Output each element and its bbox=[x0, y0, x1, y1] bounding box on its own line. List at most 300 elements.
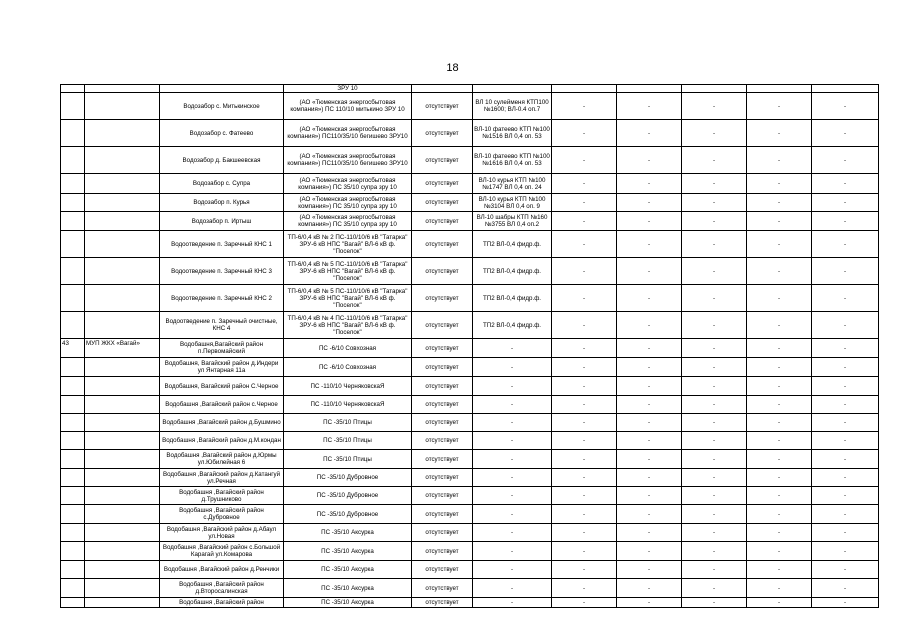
value-cell: - bbox=[617, 212, 682, 231]
feeder-cell: - bbox=[473, 598, 552, 608]
value-cell: - bbox=[682, 93, 747, 120]
value-cell: - bbox=[812, 258, 879, 285]
organization-cell bbox=[85, 505, 160, 524]
value-cell: - bbox=[552, 93, 617, 120]
value-cell: - bbox=[682, 487, 747, 505]
power-source-cell: ПС -35/10 Аксурка bbox=[284, 524, 412, 542]
feeder-cell: - bbox=[473, 542, 552, 561]
value-cell: - bbox=[747, 524, 812, 542]
feeder-cell: ВЛ-10 шабры КТП №160 №3755 ВЛ 0,4 оп.2 bbox=[473, 212, 552, 231]
row-number-cell bbox=[61, 432, 85, 450]
power-source-cell: (АО «Тюменская энергосбытовая компания») ПС 110/10 митькино ЗРУ 10 bbox=[284, 93, 412, 120]
value-cell: - bbox=[747, 414, 812, 432]
value-cell: - bbox=[812, 524, 879, 542]
value-cell: - bbox=[812, 414, 879, 432]
backup-source-cell: отсутствует bbox=[412, 93, 473, 120]
power-source-cell: ПС -35/10 Аксурка bbox=[284, 561, 412, 579]
row-number-cell bbox=[61, 174, 85, 194]
feeder-cell: ВЛ-10 курья КТП №100 №3104 ВЛ 0,4 оп. 9 bbox=[473, 194, 552, 212]
object-name-cell: Водозабор с. Фатеево bbox=[160, 120, 284, 147]
value-cell: - bbox=[617, 598, 682, 608]
table-row bbox=[61, 174, 879, 194]
backup-source-cell: отсутствует bbox=[412, 396, 473, 414]
value-cell: - bbox=[682, 174, 747, 194]
value-cell: - bbox=[747, 174, 812, 194]
value-cell: - bbox=[812, 358, 879, 377]
value-cell: - bbox=[552, 339, 617, 358]
organization-cell bbox=[85, 450, 160, 469]
value-cell: - bbox=[812, 579, 879, 598]
value-cell: - bbox=[812, 432, 879, 450]
value-cell: - bbox=[552, 561, 617, 579]
backup-source-cell: отсутствует bbox=[412, 432, 473, 450]
value-cell: - bbox=[552, 487, 617, 505]
row-number-cell bbox=[61, 194, 85, 212]
power-source-cell: ПС -35/10 Аксурка bbox=[284, 542, 412, 561]
power-source-cell: (АО «Тюменская энергосбытовая компания») ПС 35/10 супра зру 10 bbox=[284, 212, 412, 231]
value-cell: - bbox=[617, 414, 682, 432]
value-cell: - bbox=[617, 194, 682, 212]
feeder-cell: - bbox=[473, 432, 552, 450]
power-source-cell: ТП-6/0,4 кВ № 5 ПС-110/10/6 кВ "Татарка" ЗРУ-6 кВ НПС "Вагай" ВЛ-6 кВ ф. "Поселок" bbox=[284, 285, 412, 312]
row-number-cell bbox=[61, 312, 85, 339]
power-source-cell: ПС -35/10 Аксурка bbox=[284, 579, 412, 598]
value-cell: - bbox=[747, 396, 812, 414]
value-cell: - bbox=[552, 231, 617, 258]
value-cell: - bbox=[682, 147, 747, 174]
table-row bbox=[61, 598, 879, 608]
organization-cell bbox=[85, 258, 160, 285]
organization-cell bbox=[85, 231, 160, 258]
value-cell: - bbox=[617, 377, 682, 396]
table-row bbox=[61, 147, 879, 174]
organization-cell bbox=[85, 561, 160, 579]
organization-cell bbox=[85, 358, 160, 377]
value-cell: - bbox=[552, 194, 617, 212]
table-row bbox=[61, 396, 879, 414]
feeder-cell: - bbox=[473, 377, 552, 396]
object-name-cell: Водобашня ,Вагайский район с.Черное bbox=[160, 396, 284, 414]
value-cell: - bbox=[552, 450, 617, 469]
value-cell: - bbox=[747, 505, 812, 524]
feeder-cell: ВЛ-10 курья КТП №100 №1747 ВЛ 0,4 оп. 24 bbox=[473, 174, 552, 194]
value-cell: - bbox=[617, 147, 682, 174]
value-cell: - bbox=[552, 414, 617, 432]
organization-cell bbox=[85, 93, 160, 120]
power-source-cell: (АО «Тюменская энергосбытовая компания») ПС110/35/10 бегишево ЗРУ10 bbox=[284, 120, 412, 147]
organization-cell bbox=[85, 469, 160, 487]
organization-cell bbox=[85, 377, 160, 396]
object-name-cell: Водобашня ,Вагайский район с.Большой Карагай ул.Комарова bbox=[160, 542, 284, 561]
power-source-cell: (АО «Тюменская энергосбытовая компания») ПС 35/10 супра зру 10 bbox=[284, 174, 412, 194]
value-cell: - bbox=[682, 598, 747, 608]
value-cell: - bbox=[552, 285, 617, 312]
backup-source-cell: отсутствует bbox=[412, 174, 473, 194]
value-cell: - bbox=[747, 579, 812, 598]
backup-source-cell: отсутствует bbox=[412, 561, 473, 579]
value-cell: - bbox=[617, 93, 682, 120]
row-number-cell bbox=[61, 377, 85, 396]
value-cell: - bbox=[617, 174, 682, 194]
backup-source-cell: отсутствует bbox=[412, 120, 473, 147]
value-cell: - bbox=[552, 120, 617, 147]
value-cell: - bbox=[682, 285, 747, 312]
backup-source-cell: отсутствует bbox=[412, 147, 473, 174]
value-cell: - bbox=[552, 432, 617, 450]
backup-source-cell: отсутствует bbox=[412, 258, 473, 285]
feeder-cell: ВЛ-10 фатеево КТП №100 №1516 ВЛ 0,4 оп. 53 bbox=[473, 120, 552, 147]
table-row bbox=[61, 285, 879, 312]
value-cell: - bbox=[747, 469, 812, 487]
backup-source-cell: отсутствует bbox=[412, 579, 473, 598]
value-cell: - bbox=[682, 542, 747, 561]
organization-cell bbox=[85, 312, 160, 339]
table-row bbox=[61, 561, 879, 579]
value-cell: - bbox=[812, 194, 879, 212]
value-cell: - bbox=[682, 212, 747, 231]
value-cell: - bbox=[812, 212, 879, 231]
organization-cell bbox=[85, 147, 160, 174]
value-cell: - bbox=[552, 377, 617, 396]
value-cell: - bbox=[617, 120, 682, 147]
backup-source-cell: отсутствует bbox=[412, 505, 473, 524]
value-cell: - bbox=[747, 285, 812, 312]
value-cell: - bbox=[617, 231, 682, 258]
table-row bbox=[61, 414, 879, 432]
object-name-cell: Водобашня, Вагайский район С.Черное bbox=[160, 377, 284, 396]
backup-source-cell: отсутствует bbox=[412, 377, 473, 396]
table-row bbox=[61, 542, 879, 561]
organization-cell bbox=[85, 598, 160, 608]
power-source-cell: ТП-6/0,4 кВ № 2 ПС-110/10/6 кВ "Татарка" ЗРУ-6 кВ НПС "Вагай" ВЛ-6 кВ ф. "Поселок" bbox=[284, 231, 412, 258]
value-cell: - bbox=[682, 414, 747, 432]
feeder-cell: ТП2 ВЛ-0,4 фидр.ф. bbox=[473, 312, 552, 339]
feeder-cell: - bbox=[473, 414, 552, 432]
value-cell: - bbox=[617, 358, 682, 377]
object-name-cell: Водобашня ,Вагайский район д.М.кондан bbox=[160, 432, 284, 450]
backup-source-cell: отсутствует bbox=[412, 358, 473, 377]
row-number-cell bbox=[61, 542, 85, 561]
power-source-cell: ПС -35/10 Дубровное bbox=[284, 469, 412, 487]
object-name-cell: Водоотведение п. Заречный КНС 2 bbox=[160, 285, 284, 312]
value-cell: - bbox=[682, 396, 747, 414]
value-cell: - bbox=[617, 396, 682, 414]
page-number: 18 bbox=[446, 62, 459, 74]
value-cell: - bbox=[617, 561, 682, 579]
table-row bbox=[61, 579, 879, 598]
backup-source-cell: отсутствует bbox=[412, 450, 473, 469]
row-number-cell bbox=[61, 579, 85, 598]
value-cell: - bbox=[812, 174, 879, 194]
backup-source-cell: отсутствует bbox=[412, 285, 473, 312]
object-name-cell: Водозабор п. Иртыш bbox=[160, 212, 284, 231]
value-cell: - bbox=[812, 487, 879, 505]
value-cell: - bbox=[682, 312, 747, 339]
row-number-cell bbox=[61, 285, 85, 312]
value-cell: - bbox=[617, 579, 682, 598]
value-cell: - bbox=[617, 524, 682, 542]
value-cell: - bbox=[552, 174, 617, 194]
value-cell: - bbox=[552, 505, 617, 524]
value-cell: - bbox=[617, 339, 682, 358]
organization-cell bbox=[85, 174, 160, 194]
power-source-cell: ПС -35/10 Аксурка bbox=[284, 598, 412, 608]
backup-source-cell: отсутствует bbox=[412, 194, 473, 212]
organization-cell bbox=[85, 414, 160, 432]
feeder-cell: - bbox=[473, 396, 552, 414]
value-cell: - bbox=[812, 377, 879, 396]
value-cell: - bbox=[552, 312, 617, 339]
value-cell: - bbox=[682, 194, 747, 212]
organization-cell: МУП ЖКХ «Вагай» bbox=[85, 339, 160, 358]
row-number-cell bbox=[61, 487, 85, 505]
feeder-cell: - bbox=[473, 487, 552, 505]
value-cell: - bbox=[747, 312, 812, 339]
row-number-cell bbox=[61, 358, 85, 377]
object-name-cell: Водобашня ,Вагайский район д.Ренчики bbox=[160, 561, 284, 579]
organization-cell bbox=[85, 432, 160, 450]
value-cell: - bbox=[812, 561, 879, 579]
value-cell: - bbox=[812, 339, 879, 358]
value-cell: - bbox=[617, 432, 682, 450]
object-name-cell: Водозабор с. Митькинское bbox=[160, 93, 284, 120]
value-cell: - bbox=[617, 258, 682, 285]
object-name-cell: Водобашня ,Вагайский район д.Катангуй ул.Речная bbox=[160, 469, 284, 487]
feeder-cell: ТП2 ВЛ-0,4 фидр.ф. bbox=[473, 285, 552, 312]
value-cell: - bbox=[747, 147, 812, 174]
value-cell: - bbox=[812, 396, 879, 414]
value-cell: - bbox=[617, 505, 682, 524]
value-cell: - bbox=[812, 120, 879, 147]
value-cell: - bbox=[682, 524, 747, 542]
value-cell: - bbox=[617, 542, 682, 561]
power-source-cell: ТП-6/0,4 кВ № 4 ПС-110/10/6 кВ "Татарка" ЗРУ-6 кВ НПС "Вагай" ВЛ-6 кВ ф. "Поселок" bbox=[284, 312, 412, 339]
value-cell: - bbox=[552, 358, 617, 377]
organization-cell bbox=[85, 285, 160, 312]
row-number-cell bbox=[61, 147, 85, 174]
feeder-cell: ВЛ 10 сулейменя КТП100 №1600; ВЛ-0.4 оп.7 bbox=[473, 93, 552, 120]
feeder-cell: - bbox=[473, 450, 552, 469]
value-cell: - bbox=[747, 93, 812, 120]
value-cell: - bbox=[812, 231, 879, 258]
value-cell: - bbox=[747, 358, 812, 377]
value-cell: - bbox=[747, 377, 812, 396]
feeder-cell: - bbox=[473, 505, 552, 524]
value-cell: - bbox=[747, 432, 812, 450]
organization-cell bbox=[85, 542, 160, 561]
organization-cell bbox=[85, 524, 160, 542]
object-name-cell: Водозабор д. Бакшеевская bbox=[160, 147, 284, 174]
table-row bbox=[61, 358, 879, 377]
value-cell: - bbox=[552, 469, 617, 487]
value-cell: - bbox=[747, 450, 812, 469]
value-cell: - bbox=[682, 120, 747, 147]
feeder-cell: - bbox=[473, 524, 552, 542]
object-name-cell: Водобашня ,Вагайский район bbox=[160, 598, 284, 608]
value-cell: - bbox=[682, 258, 747, 285]
feeder-cell: ТП2 ВЛ-0,4 фидр.ф. bbox=[473, 258, 552, 285]
table-row bbox=[61, 212, 879, 231]
value-cell: - bbox=[747, 561, 812, 579]
power-source-cell: ПС -35/10 Дубровное bbox=[284, 487, 412, 505]
value-cell: - bbox=[682, 432, 747, 450]
backup-source-cell: отсутствует bbox=[412, 524, 473, 542]
value-cell: - bbox=[747, 120, 812, 147]
object-name-cell: Водобашня ,Вагайский район д.Второсалинская bbox=[160, 579, 284, 598]
table-row bbox=[61, 194, 879, 212]
object-name-cell: Водобашня, Вагайский район д.Индери ул Янтарная 11а bbox=[160, 358, 284, 377]
row-number-cell bbox=[61, 414, 85, 432]
backup-source-cell: отсутствует bbox=[412, 414, 473, 432]
row-number-cell: 43 bbox=[61, 339, 85, 358]
value-cell: - bbox=[682, 505, 747, 524]
organization-cell bbox=[85, 212, 160, 231]
table-row bbox=[61, 487, 879, 505]
value-cell: - bbox=[747, 487, 812, 505]
power-source-cell: ПС -6/10 Совхозная bbox=[284, 358, 412, 377]
value-cell: - bbox=[552, 524, 617, 542]
value-cell: - bbox=[617, 312, 682, 339]
value-cell: - bbox=[552, 258, 617, 285]
value-cell: - bbox=[552, 147, 617, 174]
power-supply-table bbox=[60, 84, 879, 608]
object-name-cell: Водозабор с. Супра bbox=[160, 174, 284, 194]
power-source-cell: ПС -35/10 Птицы bbox=[284, 432, 412, 450]
value-cell: - bbox=[552, 579, 617, 598]
table-row bbox=[61, 524, 879, 542]
value-cell: - bbox=[617, 285, 682, 312]
organization-cell bbox=[85, 487, 160, 505]
row-number-cell bbox=[61, 561, 85, 579]
value-cell: - bbox=[812, 93, 879, 120]
value-cell: - bbox=[747, 542, 812, 561]
value-cell: - bbox=[682, 231, 747, 258]
table-row bbox=[61, 93, 879, 120]
power-source-cell: ТП-6/0,4 кВ № 5 ПС-110/10/6 кВ "Татарка" ЗРУ-6 кВ НПС "Вагай" ВЛ-6 кВ ф. "Поселок" bbox=[284, 258, 412, 285]
continuation-row bbox=[61, 85, 879, 93]
value-cell: - bbox=[617, 469, 682, 487]
object-name-cell: Водобашня ,Вагайский район д.Бушмино bbox=[160, 414, 284, 432]
value-cell: - bbox=[812, 542, 879, 561]
continuation-cell: ЗРУ 10 bbox=[284, 85, 412, 93]
power-source-cell: ПС -35/10 Дубровное bbox=[284, 505, 412, 524]
value-cell: - bbox=[747, 339, 812, 358]
power-source-cell: (АО «Тюменская энергосбытовая компания») ПС110/35/10 бегишево ЗРУ10 bbox=[284, 147, 412, 174]
value-cell: - bbox=[812, 469, 879, 487]
value-cell: - bbox=[812, 505, 879, 524]
table-row bbox=[61, 505, 879, 524]
object-name-cell: Водобашня ,Вагайский район д.Абаул ул.Новая bbox=[160, 524, 284, 542]
table-row bbox=[61, 120, 879, 147]
value-cell: - bbox=[682, 450, 747, 469]
backup-source-cell: отсутствует bbox=[412, 598, 473, 608]
backup-source-cell: отсутствует bbox=[412, 339, 473, 358]
object-name-cell: Водоотведение п. Заречный КНС 1 bbox=[160, 231, 284, 258]
object-name-cell: Водобашня ,Вагайский район д.Трушниково bbox=[160, 487, 284, 505]
value-cell: - bbox=[682, 469, 747, 487]
backup-source-cell: отсутствует bbox=[412, 542, 473, 561]
feeder-cell: ТП2 ВЛ-0,4 фидр.ф. bbox=[473, 231, 552, 258]
backup-source-cell: отсутствует bbox=[412, 212, 473, 231]
value-cell: - bbox=[682, 339, 747, 358]
organization-cell bbox=[85, 194, 160, 212]
object-name-cell: Водобашня ,Вагайский район д.Юрмы ул.Юбилейная 6 bbox=[160, 450, 284, 469]
value-cell: - bbox=[682, 358, 747, 377]
row-number-cell bbox=[61, 396, 85, 414]
table-row bbox=[61, 339, 879, 358]
row-number-cell bbox=[61, 598, 85, 608]
value-cell: - bbox=[812, 285, 879, 312]
power-source-cell: ПС -35/10 Птицы bbox=[284, 414, 412, 432]
object-name-cell: Водоотведение п. Заречный КНС 3 bbox=[160, 258, 284, 285]
table-row bbox=[61, 231, 879, 258]
object-name-cell: Водобашня,Вагайский район п.Первомайский bbox=[160, 339, 284, 358]
table-row bbox=[61, 377, 879, 396]
feeder-cell: ВЛ-10 фатеево КТП №100 №1616 ВЛ 0,4 оп. 53 bbox=[473, 147, 552, 174]
value-cell: - bbox=[747, 231, 812, 258]
row-number-cell bbox=[61, 120, 85, 147]
object-name-cell: Водоотведение п. Заречный очистные, КНС 4 bbox=[160, 312, 284, 339]
value-cell: - bbox=[552, 598, 617, 608]
backup-source-cell: отсутствует bbox=[412, 231, 473, 258]
value-cell: - bbox=[682, 561, 747, 579]
value-cell: - bbox=[747, 194, 812, 212]
backup-source-cell: отсутствует bbox=[412, 312, 473, 339]
row-number-cell bbox=[61, 212, 85, 231]
row-number-cell bbox=[61, 258, 85, 285]
value-cell: - bbox=[747, 598, 812, 608]
value-cell: - bbox=[747, 258, 812, 285]
table-row bbox=[61, 450, 879, 469]
row-number-cell bbox=[61, 450, 85, 469]
value-cell: - bbox=[812, 147, 879, 174]
power-source-cell: ПС -110/10 ЧерняковскаЯ bbox=[284, 396, 412, 414]
table-row bbox=[61, 258, 879, 285]
table-row bbox=[61, 312, 879, 339]
feeder-cell: - bbox=[473, 561, 552, 579]
value-cell: - bbox=[682, 377, 747, 396]
table-row bbox=[61, 432, 879, 450]
value-cell: - bbox=[552, 396, 617, 414]
feeder-cell: - bbox=[473, 579, 552, 598]
row-number-cell bbox=[61, 231, 85, 258]
row-number-cell bbox=[61, 524, 85, 542]
feeder-cell: - bbox=[473, 358, 552, 377]
object-name-cell: Водозабор п. Курья bbox=[160, 194, 284, 212]
row-number-cell bbox=[61, 93, 85, 120]
object-name-cell: Водобашня ,Вагайский район с.Дубровное bbox=[160, 505, 284, 524]
value-cell: - bbox=[617, 450, 682, 469]
value-cell: - bbox=[617, 487, 682, 505]
power-source-cell: (АО «Тюменская энергосбытовая компания») ПС 35/10 супра зру 10 bbox=[284, 194, 412, 212]
organization-cell bbox=[85, 579, 160, 598]
power-source-cell: ПС -35/10 Птицы bbox=[284, 450, 412, 469]
value-cell: - bbox=[812, 598, 879, 608]
feeder-cell: - bbox=[473, 339, 552, 358]
backup-source-cell: отсутствует bbox=[412, 469, 473, 487]
power-source-cell: ПС -110/10 ЧерняковскаЯ bbox=[284, 377, 412, 396]
feeder-cell: - bbox=[473, 469, 552, 487]
backup-source-cell: отсутствует bbox=[412, 487, 473, 505]
organization-cell bbox=[85, 120, 160, 147]
power-source-cell: ПС -6/10 Совхозная bbox=[284, 339, 412, 358]
value-cell: - bbox=[552, 212, 617, 231]
value-cell: - bbox=[812, 312, 879, 339]
row-number-cell bbox=[61, 505, 85, 524]
value-cell: - bbox=[812, 450, 879, 469]
row-number-cell bbox=[61, 469, 85, 487]
value-cell: - bbox=[552, 542, 617, 561]
